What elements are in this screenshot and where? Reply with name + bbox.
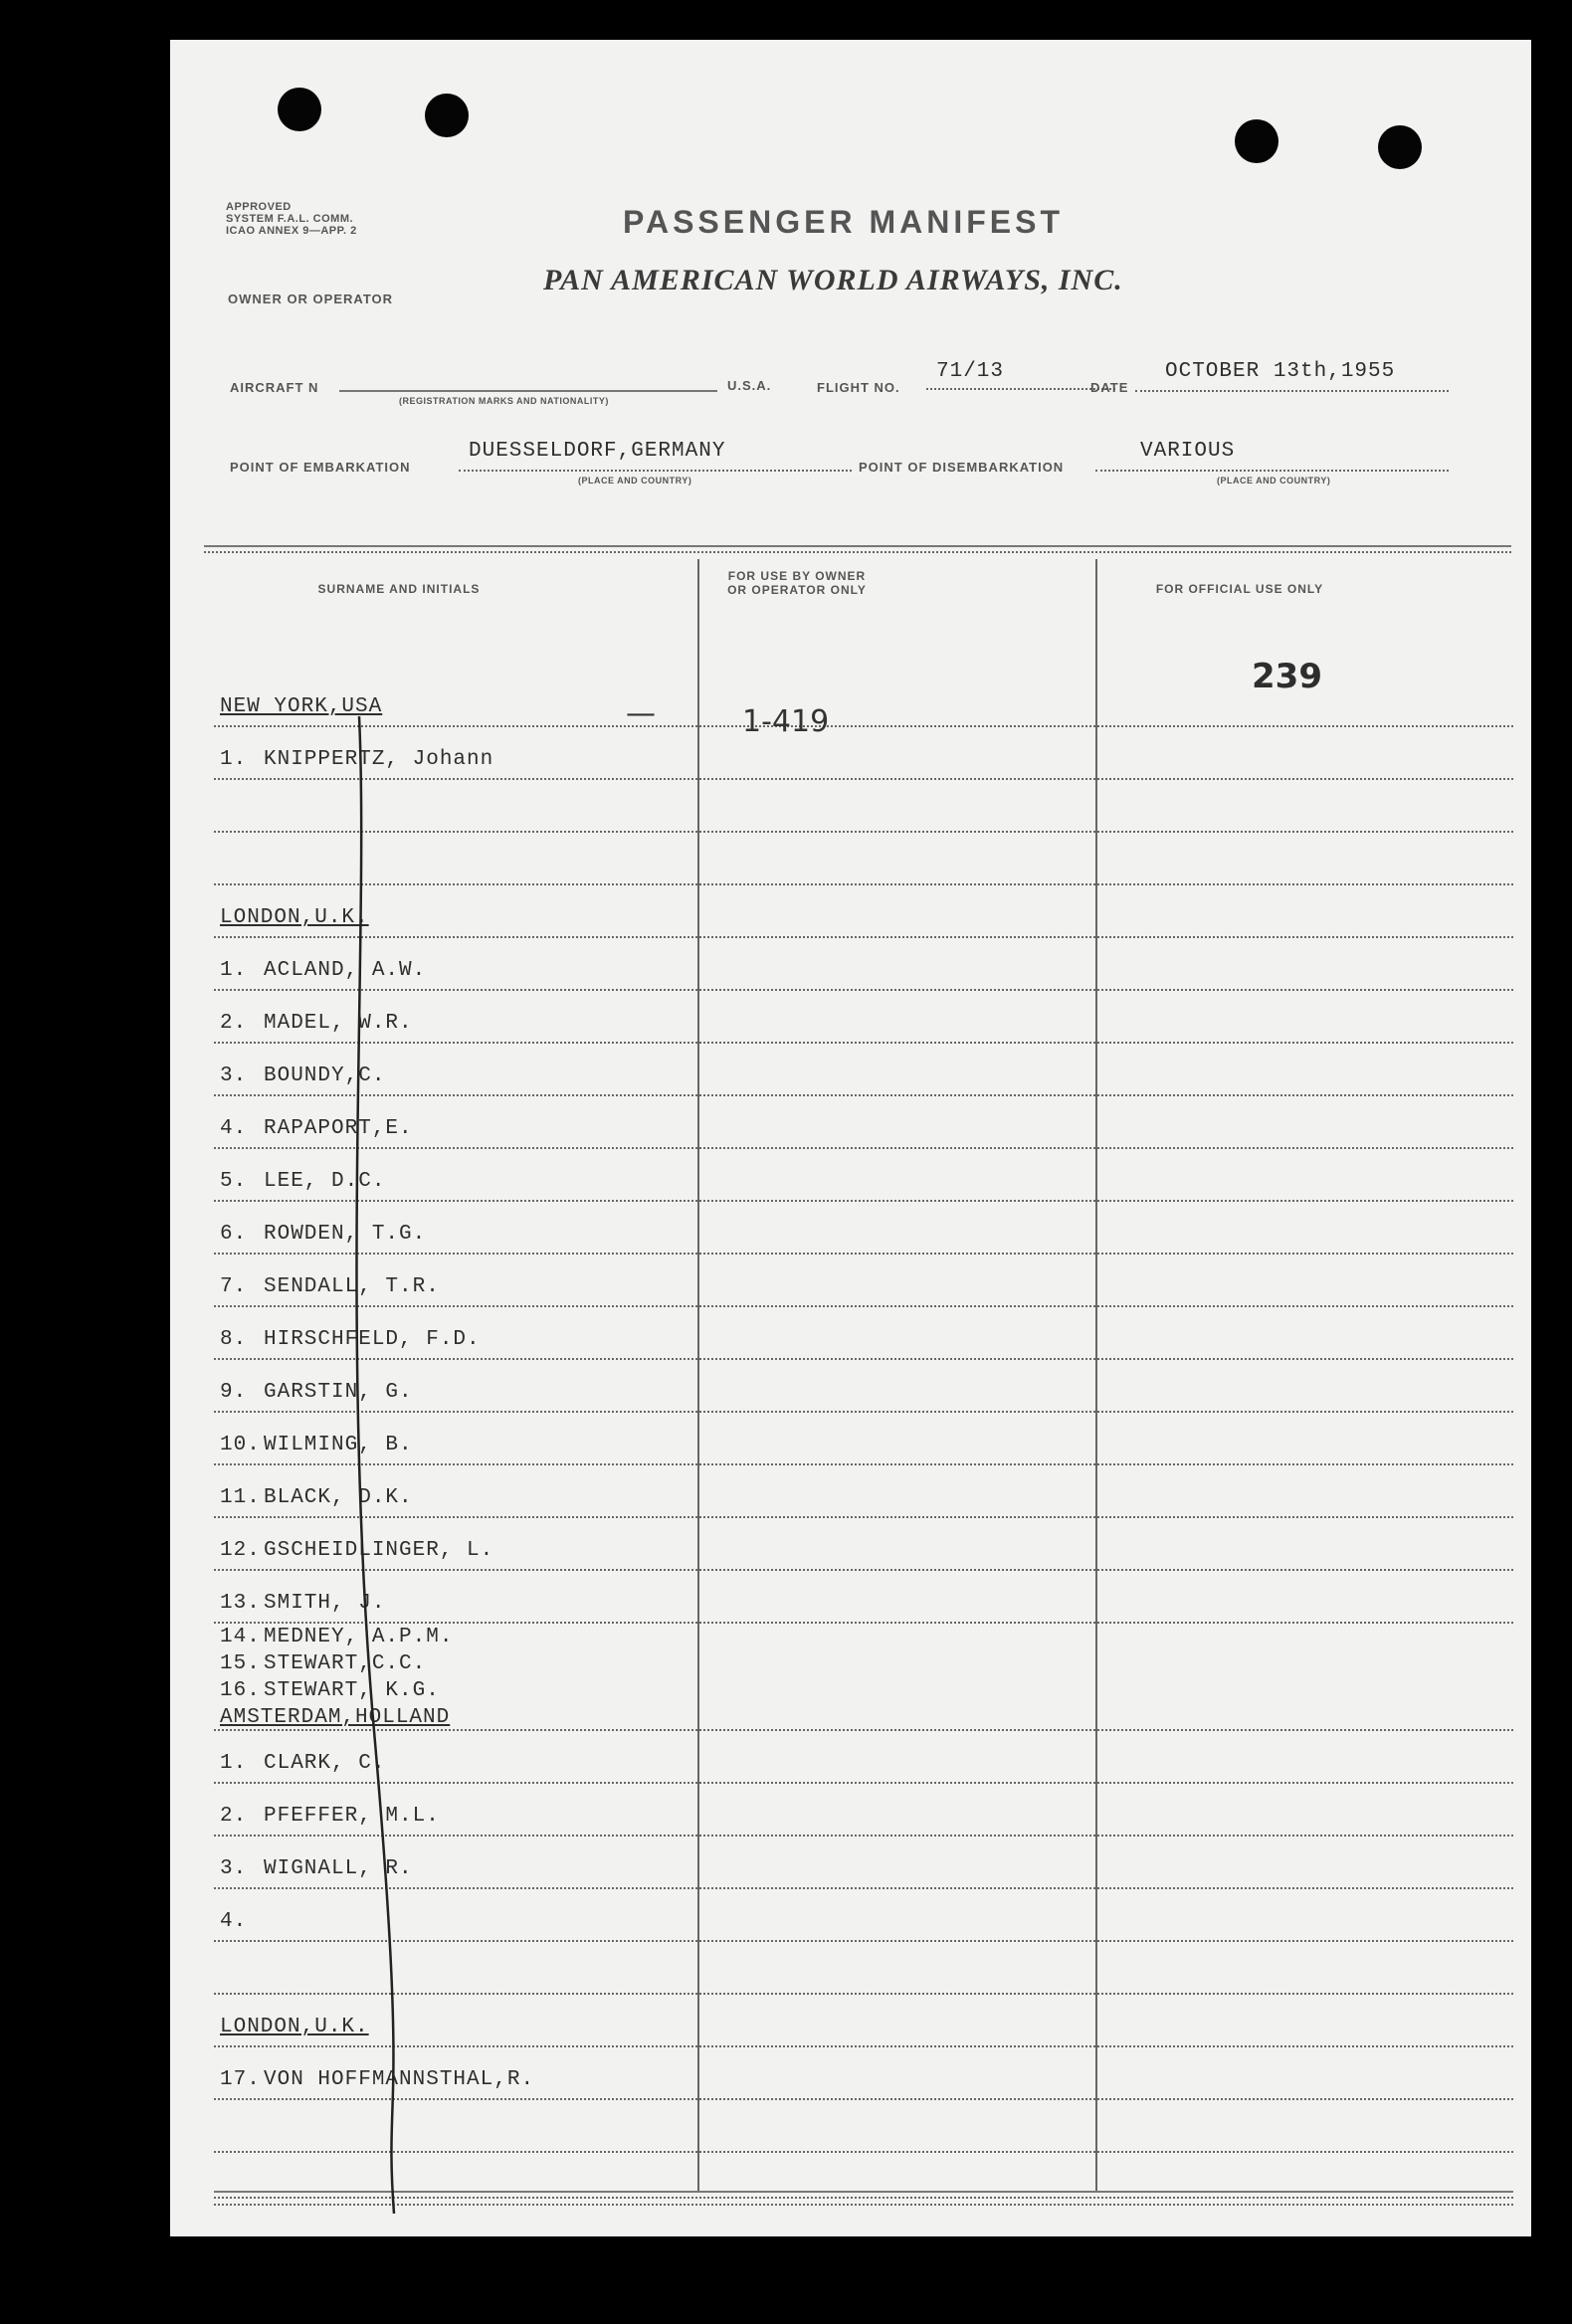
surname-header: SURNAME AND INITIALS [317,582,481,596]
destination-heading: LONDON,U.K. [220,906,369,929]
section-heading-row [170,1997,1531,2049]
passenger-number: 15. [220,1652,261,1675]
passenger-name: GARSTIN, G. [264,1381,413,1404]
passenger-row [170,1257,1531,1309]
aircraft-line [339,390,717,392]
passenger-number: 2. [220,1805,248,1828]
passenger-number: 16. [220,1679,261,1702]
manifest-sheet [170,40,1531,2236]
handwritten-note: 1-419 [742,704,830,739]
row-rule [214,1569,1513,1571]
row-rule [214,1042,1513,1044]
manifest-date: OCTOBER 13th,1955 [1165,360,1396,383]
row-rule [214,1463,1513,1465]
row-rule [214,1835,1513,1837]
disembark-value: VARIOUS [1140,440,1236,463]
passenger-row [170,2208,1531,2236]
row-rule [214,1411,1513,1413]
row-rule [214,2098,1513,2100]
owner-use-header: FOR USE BY OWNER [727,569,867,583]
passenger-number: 6. [220,1223,248,1246]
punch-hole [425,94,469,137]
row-rule [214,1622,1513,1624]
row-rule [214,1253,1513,1255]
row-rule [214,778,1513,780]
footer-rule [214,2191,1513,2193]
row-rule [214,831,1513,833]
passenger-row [170,782,1531,835]
official-use-header: FOR OFFICIAL USE ONLY [1155,582,1324,596]
passenger-number: 12. [220,1539,261,1562]
row-rule [214,725,1513,727]
passenger-name: BLACK, D.K. [264,1486,413,1509]
flight-label: FLIGHT NO. [817,380,900,395]
passenger-number: 2. [220,1012,248,1035]
disembark-label: POINT OF DISEMBARKATION [859,460,1065,475]
row-rule [214,1200,1513,1202]
row-rule [214,2204,1513,2206]
passenger-row [170,1467,1531,1520]
row-rule [214,1993,1513,1995]
passenger-row [170,1415,1531,1467]
passenger-row [170,2049,1531,2102]
passenger-name: WILMING, B. [264,1434,413,1456]
usa-label: U.S.A. [727,378,772,393]
passenger-number: 9. [220,1381,248,1404]
passenger-name: STEWART, K.G. [264,1679,440,1702]
passenger-row [170,1309,1531,1362]
passenger-row [170,1362,1531,1415]
passenger-number: 7. [220,1275,248,1298]
passenger-row [170,1839,1531,1891]
aircraft-label: AIRCRAFT N [230,380,319,395]
embark-label: POINT OF EMBARKATION [230,460,411,475]
punch-hole [278,88,321,131]
row-rule [214,883,1513,885]
passenger-name: ACLAND, A.W. [264,959,427,982]
passenger-row [170,1679,1531,1706]
passenger-name: PFEFFER, M.L. [264,1805,440,1828]
section-heading-row [170,887,1531,940]
date-label: DATE [1090,380,1129,395]
passenger-number: 4. [220,1910,248,1933]
handwritten-dash: — [626,696,656,731]
row-rule [214,1516,1513,1518]
passenger-row [170,993,1531,1046]
passenger-number: 5. [220,1170,248,1193]
passenger-row [170,1944,1531,1997]
row-rule [214,1147,1513,1149]
section-heading-row [170,1706,1531,1733]
passenger-row [170,1626,1531,1652]
approval-line: SYSTEM F.A.L. COMM. [226,213,354,225]
passenger-name: MEDNEY, A.P.M. [264,1626,454,1648]
embark-sublabel: (PLACE AND COUNTRY) [578,476,692,485]
passenger-row [170,1891,1531,1944]
passenger-number: 1. [220,748,248,771]
row-rule [214,1094,1513,1096]
passenger-name: MADEL, W.R. [264,1012,413,1035]
disembark-line [1095,470,1449,472]
footer-rule-dotted [214,2197,1513,2199]
passenger-name: KNIPPERTZ, Johann [264,748,494,771]
passenger-name: GSCHEIDLINGER, L. [264,1539,494,1562]
section-heading-row [170,677,1531,729]
disembark-sublabel: (PLACE AND COUNTRY) [1217,476,1331,485]
registration-sublabel: (REGISTRATION MARKS AND NATIONALITY) [399,396,609,406]
passenger-number: 1. [220,1752,248,1775]
owner-label: OWNER OR OPERATOR [228,291,394,306]
destination-heading: LONDON,U.K. [220,2016,369,2038]
passenger-number: 4. [220,1117,248,1140]
embark-value: DUESSELDORF,GERMANY [469,440,726,463]
passenger-row [170,2102,1531,2155]
passenger-number: 11. [220,1486,261,1509]
passenger-row [170,1151,1531,1204]
row-rule [214,1305,1513,1307]
approval-line: ICAO ANNEX 9—APP. 2 [226,225,357,237]
header-rule-top [204,545,1511,547]
row-rule [214,1940,1513,1942]
passenger-name: BOUNDY,C. [264,1065,386,1087]
flight-number: 71/13 [936,360,1005,383]
passenger-row [170,835,1531,887]
passenger-number: 3. [220,1857,248,1880]
passenger-row [170,940,1531,993]
passenger-name: LEE, D.C. [264,1170,386,1193]
passenger-number: 10. [220,1434,261,1456]
passenger-name: ROWDEN, T.G. [264,1223,427,1246]
passenger-row [170,1573,1531,1626]
passenger-row [170,1786,1531,1839]
passenger-row [170,1098,1531,1151]
owner-use-header: OR OPERATOR ONLY [727,583,867,597]
punch-hole [1235,119,1278,163]
passenger-number: 13. [220,1592,261,1615]
passenger-number: 17. [220,2068,261,2091]
passenger-number: 3. [220,1065,248,1087]
punch-hole [1378,125,1422,169]
destination-heading: NEW YORK,USA [220,695,383,718]
approval-line: APPROVED [226,201,292,213]
passenger-name: STEWART,C.C. [264,1652,427,1675]
passenger-name: SMITH, J. [264,1592,386,1615]
passenger-row [170,1046,1531,1098]
passenger-row [170,1204,1531,1257]
passenger-name: RAPAPORT,E. [264,1117,413,1140]
form-title: PASSENGER MANIFEST [623,204,1064,240]
embark-line [459,470,852,472]
passenger-row [170,1733,1531,1786]
passenger-name: HIRSCHFELD, F.D. [264,1328,481,1351]
passenger-name: SENDALL, T.R. [264,1275,440,1298]
official-stamp-number: 239 [1252,657,1322,696]
row-rule [214,936,1513,938]
row-rule [214,989,1513,991]
row-rule [214,1358,1513,1360]
passenger-name: CLARK, C. [264,1752,386,1775]
passenger-row [170,1652,1531,1679]
passenger-name: VON HOFFMANNSTHAL,R. [264,2068,535,2091]
passenger-row [170,1520,1531,1573]
row-rule [214,1729,1513,1731]
flight-line [926,388,1115,390]
row-rule [214,2151,1513,2153]
passenger-number: 8. [220,1328,248,1351]
passenger-number: 1. [220,959,248,982]
airline-name: PAN AMERICAN WORLD AIRWAYS, INC. [543,264,1123,296]
row-rule [214,1782,1513,1784]
destination-heading: AMSTERDAM,HOLLAND [220,1706,451,1729]
passenger-row [170,2155,1531,2208]
passenger-name: WIGNALL, R. [264,1857,413,1880]
row-rule [214,2045,1513,2047]
date-line [1135,390,1449,392]
row-rule [214,1887,1513,1889]
header-rule-dotted [204,551,1511,553]
passenger-row [170,729,1531,782]
passenger-number: 14. [220,1626,261,1648]
